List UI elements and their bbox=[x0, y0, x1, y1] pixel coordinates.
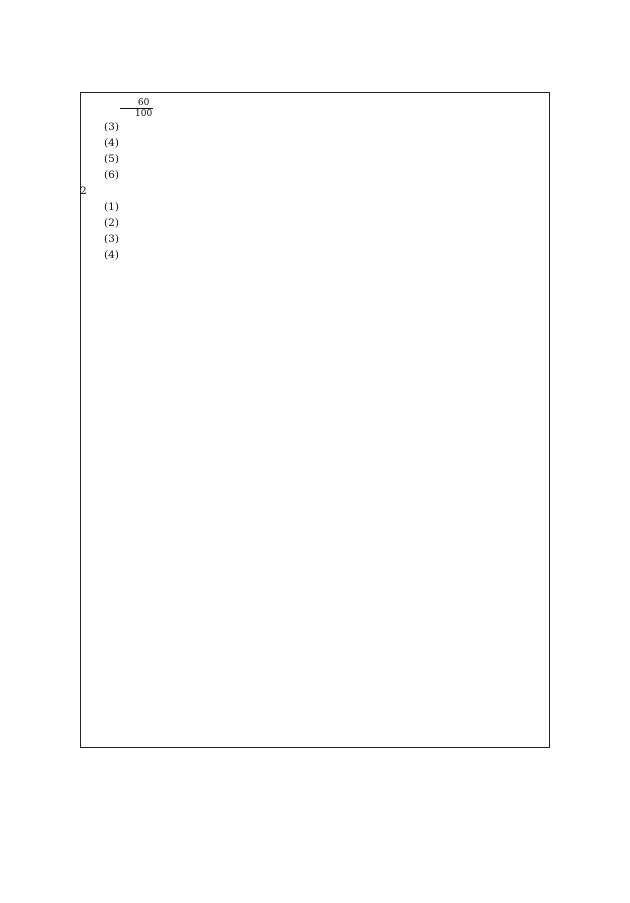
intro-paragraph bbox=[90, 98, 550, 119]
s2-item-3-heading bbox=[90, 231, 550, 247]
item-4-heading bbox=[90, 135, 550, 151]
item-6-heading bbox=[90, 167, 550, 183]
item-number: (5) bbox=[104, 153, 120, 165]
item-number: (2) bbox=[104, 217, 120, 229]
s2-item-4-heading bbox=[90, 247, 550, 263]
fraction bbox=[120, 98, 153, 119]
s2-item-1-heading bbox=[90, 199, 550, 215]
item-number: (1) bbox=[104, 201, 120, 213]
frame-content bbox=[80, 98, 550, 263]
section-2-heading bbox=[80, 183, 550, 199]
item-5-heading bbox=[90, 151, 550, 167]
item-number: (4) bbox=[104, 249, 120, 261]
item-number: (3) bbox=[104, 121, 120, 133]
item-number: (4) bbox=[104, 137, 120, 149]
fraction-numerator: 60 bbox=[120, 98, 153, 109]
fraction-denominator: 100 bbox=[135, 109, 153, 119]
item-3-heading bbox=[90, 119, 550, 135]
section-number: 2 bbox=[80, 185, 87, 197]
s2-item-2-heading bbox=[90, 215, 550, 231]
notes-section bbox=[86, 754, 552, 756]
item-number: (6) bbox=[104, 169, 120, 181]
item-number: (3) bbox=[104, 233, 120, 245]
